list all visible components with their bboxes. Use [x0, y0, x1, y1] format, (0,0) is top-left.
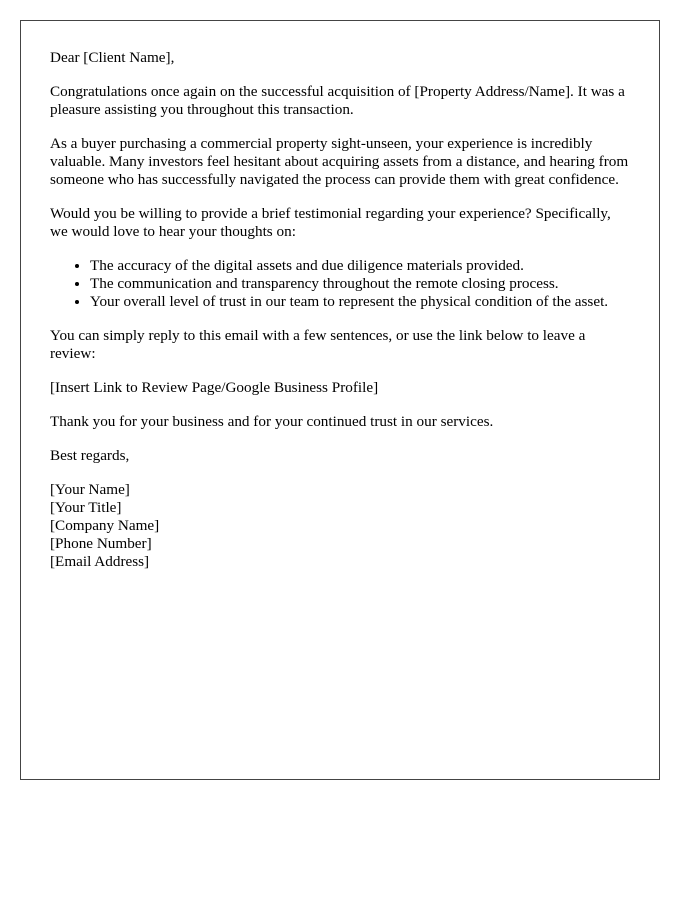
- review-link-placeholder: [Insert Link to Review Page/Google Business Profile]: [50, 379, 379, 396]
- signature-email: [Email Address]: [50, 553, 150, 570]
- letter-closing: Best regards,: [50, 447, 130, 464]
- paragraph-acquisition: Congratulations once again on the successful acquisition of [Property Address/Name]. It was a pleasure assisting you throughout this transaction.: [50, 83, 625, 118]
- signature-name: [Your Name]: [50, 481, 130, 498]
- paragraph-thank-you: Thank you for your business and for your continued trust in our services.: [50, 413, 494, 430]
- paragraph-testimonial-request: Would you be willing to provide a brief testimonial regarding your experience? Specifically, we would love to hear your thoughts on:: [50, 205, 611, 240]
- signature-block: [50, 481, 630, 571]
- list-item: • The communication and transparency throughout the remote closing process.: [90, 275, 630, 293]
- list-item: • Your overall level of trust in our team to represent the physical condition of the asset.: [90, 293, 630, 311]
- signature-title: [Your Title]: [50, 499, 122, 516]
- signature-phone: [Phone Number]: [50, 535, 152, 552]
- signature-company: [Company Name]: [50, 517, 160, 534]
- letter-frame: [20, 20, 660, 780]
- paragraph-experience: As a buyer purchasing a commercial property sight-unseen, your experience is incredibly valuable. Many investors feel hesitant about acquiring assets from a distance, and hearing from someone who has successfully navigated the process can provide them with great confidence.: [50, 135, 629, 188]
- feedback-topics-list: [50, 257, 630, 311]
- letter-body: [50, 49, 630, 571]
- paragraph-reply-instructions: You can simply reply to this email with a few sentences, or use the link below to leave a review:: [50, 327, 586, 362]
- list-item: • The accuracy of the digital assets and due diligence materials provided.: [90, 257, 630, 275]
- letter-greeting: Dear [Client Name],: [50, 49, 175, 66]
